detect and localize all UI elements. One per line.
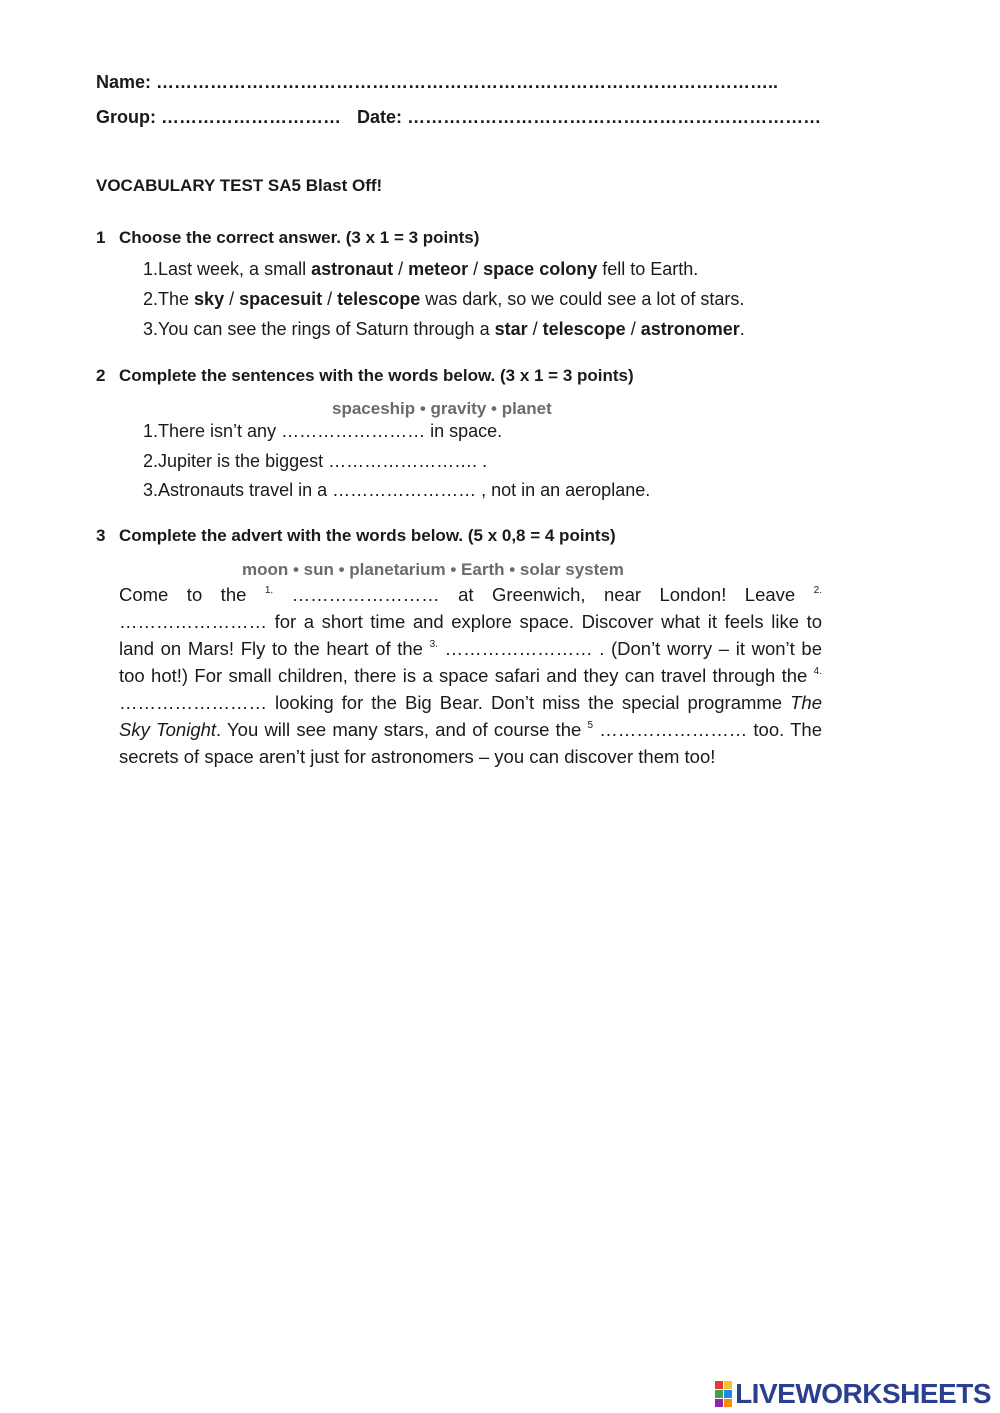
advert-text-part: Come to the bbox=[119, 584, 265, 605]
item-text-end: fell to Earth. bbox=[597, 259, 699, 279]
gap-number-5: 5 bbox=[587, 720, 594, 731]
item-number: 1. bbox=[143, 259, 159, 279]
separator: / bbox=[393, 259, 409, 279]
liveworksheets-logo-icon bbox=[715, 1381, 732, 1407]
gap-1[interactable]: …………………… at Greenwich, near London! Leave bbox=[273, 584, 814, 605]
section3-word-box: moon • sun • planetarium • Earth • solar system bbox=[242, 560, 624, 579]
logo-tile bbox=[724, 1390, 732, 1398]
option-3[interactable]: space colony bbox=[483, 259, 598, 279]
separator: / bbox=[322, 289, 338, 309]
logo-tile bbox=[715, 1399, 723, 1407]
gap-number-1: 1. bbox=[264, 585, 274, 596]
logo-tile bbox=[715, 1390, 723, 1398]
gap-5[interactable]: …………………… too. The secrets of space aren’t just for astronomers – you can discover them too! bbox=[119, 719, 822, 767]
advert-text bbox=[119, 581, 822, 770]
logo-tile bbox=[715, 1381, 723, 1389]
section1-item-2 bbox=[143, 289, 744, 310]
item-text: You can see the rings of Saturn through a bbox=[158, 319, 495, 339]
section1-heading bbox=[96, 228, 479, 248]
option-1[interactable]: astronaut bbox=[311, 259, 394, 279]
group-dots: ………………………… bbox=[161, 107, 342, 127]
name-dots: ………………………………………………………………………………………….. bbox=[156, 72, 779, 92]
section2-number: 2 bbox=[96, 366, 106, 385]
logo-tile bbox=[724, 1399, 732, 1407]
logo-text: LIVEWORKSHEETS bbox=[735, 1378, 991, 1409]
section2-word-box: spaceship • gravity • planet bbox=[332, 399, 552, 418]
advert-text-part: . You will see many stars, and of course the bbox=[216, 719, 588, 740]
separator: / bbox=[527, 319, 543, 339]
name-label: Name: bbox=[96, 72, 152, 92]
section2-item-1[interactable]: 1.There isn’t any …………………… in space. bbox=[143, 421, 503, 441]
gap-3[interactable]: …………………… . (Don’t worry – it won’t be too hot!) For small children, there is a space safari and they can travel through the bbox=[119, 638, 822, 686]
section2-heading-text: Complete the sentences with the words below. (3 x 1 = 3 points) bbox=[119, 366, 634, 385]
section2-item-3[interactable]: 3.Astronauts travel in a …………………… , not in an aeroplane. bbox=[143, 480, 651, 500]
section3-number: 3 bbox=[96, 526, 106, 545]
option-3[interactable]: astronomer bbox=[640, 319, 740, 339]
item-text: The bbox=[158, 289, 195, 309]
section1-item-1 bbox=[143, 259, 698, 280]
name-line bbox=[96, 72, 778, 93]
gap-number-4: 4. bbox=[813, 666, 822, 677]
separator: / bbox=[468, 259, 484, 279]
item-text-end: was dark, so we could see a lot of stars. bbox=[420, 289, 745, 309]
section3-heading-text: Complete the advert with the words below. (5 x 0,8 = 4 points) bbox=[119, 526, 616, 545]
gap-2[interactable]: …………………… for a short time and explore space. Discover what it feels like to land on Mars! Fly to the heart of the bbox=[119, 611, 822, 659]
option-3[interactable]: telescope bbox=[337, 289, 421, 309]
page-title: VOCABULARY TEST SA5 Blast Off! bbox=[96, 176, 383, 195]
option-1[interactable]: sky bbox=[194, 289, 225, 309]
option-2[interactable]: meteor bbox=[408, 259, 469, 279]
gap-number-2: 2. bbox=[813, 585, 823, 596]
item-text-end: . bbox=[739, 319, 745, 339]
date-label: Date: bbox=[357, 107, 403, 127]
liveworksheets-logo bbox=[715, 1378, 991, 1410]
option-2[interactable]: telescope bbox=[542, 319, 626, 339]
section1-number: 1 bbox=[96, 228, 106, 247]
group-label: Group: bbox=[96, 107, 156, 127]
date-dots: …………………………………………………………… bbox=[407, 107, 822, 127]
gap-number-3: 3. bbox=[429, 639, 438, 650]
separator: / bbox=[625, 319, 641, 339]
section2-heading bbox=[96, 366, 634, 386]
option-2[interactable]: spacesuit bbox=[239, 289, 323, 309]
group-date-line bbox=[96, 107, 821, 128]
programme-title: The Sky Tonight bbox=[119, 692, 822, 740]
item-text: Last week, a small bbox=[158, 259, 312, 279]
option-1[interactable]: star bbox=[494, 319, 528, 339]
section1-heading-text: Choose the correct answer. (3 x 1 = 3 points) bbox=[119, 228, 480, 247]
section1-item-3 bbox=[143, 319, 745, 340]
item-number: 3. bbox=[143, 319, 159, 339]
item-number: 2. bbox=[143, 289, 159, 309]
section2-item-2[interactable]: 2.Jupiter is the biggest ……………………. . bbox=[143, 451, 488, 471]
gap-4[interactable]: …………………… looking for the Big Bear. Don’t miss the special programme bbox=[119, 692, 791, 713]
section3-heading bbox=[96, 526, 616, 546]
logo-tile bbox=[724, 1381, 732, 1389]
separator: / bbox=[224, 289, 240, 309]
